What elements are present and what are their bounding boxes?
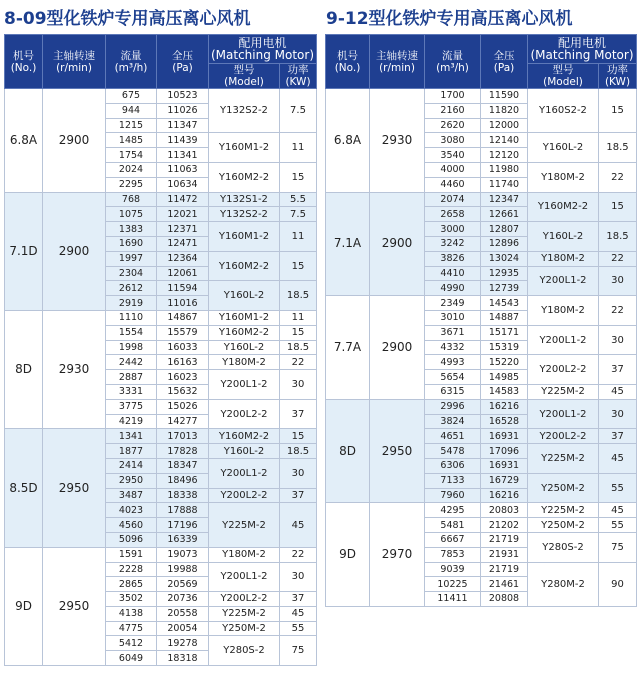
pressure-cell: 15026	[157, 399, 209, 414]
flow-cell: 2349	[425, 296, 481, 311]
pressure-cell: 21461	[481, 577, 528, 592]
motor-model-cell: Y160L-2	[528, 133, 599, 163]
motor-power-cell: 45	[599, 444, 637, 474]
motor-power-cell: 45	[599, 503, 637, 518]
pressure-cell: 20736	[157, 592, 209, 607]
pressure-cell: 20569	[157, 577, 209, 592]
flow-cell: 1998	[106, 340, 157, 355]
motor-power-cell: 45	[280, 606, 317, 621]
motor-power-cell: 15	[599, 89, 637, 133]
motor-model-cell: Y160L-2	[209, 281, 280, 311]
pressure-cell: 12000	[481, 118, 528, 133]
flow-cell: 3331	[106, 384, 157, 399]
motor-model-cell: Y250M-2	[528, 473, 599, 503]
motor-model-cell: Y160M2-2	[209, 325, 280, 340]
motor-power-cell: 15	[280, 429, 317, 444]
flow-cell: 10225	[425, 577, 481, 592]
flow-cell: 4000	[425, 162, 481, 177]
pressure-cell: 12061	[157, 266, 209, 281]
pressure-cell: 11026	[157, 103, 209, 118]
pressure-cell: 12807	[481, 222, 528, 237]
flow-cell: 4023	[106, 503, 157, 518]
flow-cell: 4219	[106, 414, 157, 429]
pressure-cell: 11820	[481, 103, 528, 118]
pressure-cell: 18318	[157, 651, 209, 666]
flow-cell: 2074	[425, 192, 481, 207]
pressure-cell: 21931	[481, 547, 528, 562]
motor-model-cell: Y225M-2	[209, 606, 280, 621]
motor-power-cell: 18.5	[280, 340, 317, 355]
motor-model-cell: Y132S2-2	[209, 207, 280, 222]
table-row	[5, 192, 317, 207]
motor-model-cell: Y200L2-2	[528, 429, 599, 444]
flow-cell: 9039	[425, 562, 481, 577]
fan-number-cell: 8D	[326, 399, 370, 503]
motor-power-cell: 5.5	[280, 192, 317, 207]
pressure-cell: 17828	[157, 444, 209, 459]
fan-number-cell: 8D	[5, 310, 43, 428]
pressure-cell: 21719	[481, 532, 528, 547]
pressure-cell: 15319	[481, 340, 528, 355]
pressure-cell: 13024	[481, 251, 528, 266]
pressure-cell: 11594	[157, 281, 209, 296]
motor-power-cell: 37	[280, 488, 317, 503]
flow-cell: 4775	[106, 621, 157, 636]
motor-power-cell: 30	[599, 325, 637, 355]
flow-cell: 2228	[106, 562, 157, 577]
flow-cell: 3242	[425, 236, 481, 251]
flow-cell: 1690	[106, 236, 157, 251]
pressure-cell: 12661	[481, 207, 528, 222]
flow-cell: 1341	[106, 429, 157, 444]
flow-cell: 4651	[425, 429, 481, 444]
motor-model-cell: Y160L-2	[528, 222, 599, 252]
pressure-cell: 14887	[481, 310, 528, 325]
motor-model-cell: Y180M-2	[528, 251, 599, 266]
pressure-cell: 11341	[157, 148, 209, 163]
pressure-cell: 12739	[481, 281, 528, 296]
flow-cell: 4560	[106, 518, 157, 533]
motor-model-cell: Y200L1-2	[209, 370, 280, 400]
pressure-cell: 11472	[157, 192, 209, 207]
motor-model-cell: Y160M2-2	[209, 429, 280, 444]
header-power: 功率 (KW)	[280, 64, 317, 89]
pressure-cell: 16023	[157, 370, 209, 385]
flow-cell: 5412	[106, 636, 157, 651]
motor-model-cell: Y160M1-2	[209, 310, 280, 325]
motor-power-cell: 75	[599, 532, 637, 562]
motor-power-cell: 45	[280, 503, 317, 547]
pressure-cell: 16528	[481, 414, 528, 429]
motor-model-cell: Y160M2-2	[209, 251, 280, 281]
pressure-cell: 10523	[157, 89, 209, 104]
motor-power-cell: 15	[280, 325, 317, 340]
flow-cell: 7133	[425, 473, 481, 488]
fan-number-cell: 8.5D	[5, 429, 43, 547]
flow-cell: 1554	[106, 325, 157, 340]
flow-cell: 4993	[425, 355, 481, 370]
pressure-cell: 12021	[157, 207, 209, 222]
flow-cell: 1383	[106, 222, 157, 237]
motor-model-cell: Y160M1-2	[209, 222, 280, 252]
pressure-cell: 20803	[481, 503, 528, 518]
motor-power-cell: 15	[280, 251, 317, 281]
fan-number-cell: 9D	[5, 547, 43, 665]
motor-power-cell: 37	[599, 355, 637, 385]
pressure-cell: 19278	[157, 636, 209, 651]
motor-model-cell: Y160M2-2	[209, 162, 280, 192]
flow-cell: 1591	[106, 547, 157, 562]
pressure-cell: 20054	[157, 621, 209, 636]
motor-model-cell: Y200L1-2	[528, 325, 599, 355]
pressure-cell: 16931	[481, 458, 528, 473]
flow-cell: 4138	[106, 606, 157, 621]
fan-number-cell: 7.7A	[326, 296, 370, 400]
motor-power-cell: 30	[599, 266, 637, 296]
table-row	[326, 503, 637, 518]
flow-cell: 6667	[425, 532, 481, 547]
pressure-cell: 16163	[157, 355, 209, 370]
flow-cell: 2295	[106, 177, 157, 192]
spindle-speed-cell: 2900	[43, 89, 106, 193]
flow-cell: 2887	[106, 370, 157, 385]
flow-cell: 3826	[425, 251, 481, 266]
pressure-cell: 17196	[157, 518, 209, 533]
flow-cell: 2996	[425, 399, 481, 414]
pressure-cell: 11439	[157, 133, 209, 148]
motor-power-cell: 22	[280, 547, 317, 562]
table-row	[5, 89, 317, 104]
motor-model-cell: Y132S1-2	[209, 192, 280, 207]
pressure-cell: 12896	[481, 236, 528, 251]
header-model: 型号 (Model)	[209, 64, 280, 89]
pressure-cell: 15632	[157, 384, 209, 399]
motor-power-cell: 30	[280, 370, 317, 400]
motor-power-cell: 30	[599, 399, 637, 429]
motor-power-cell: 37	[280, 399, 317, 429]
motor-model-cell: Y200L2-2	[209, 488, 280, 503]
table-row	[326, 296, 637, 311]
flow-cell: 944	[106, 103, 157, 118]
right-spec-table	[325, 34, 637, 607]
table-row	[326, 192, 637, 207]
motor-power-cell: 15	[599, 192, 637, 222]
pressure-cell: 11740	[481, 177, 528, 192]
motor-power-cell: 7.5	[280, 89, 317, 133]
flow-cell: 3010	[425, 310, 481, 325]
header-fan-no: 机号 (No.)	[326, 35, 370, 89]
flow-cell: 2024	[106, 162, 157, 177]
motor-power-cell: 75	[280, 636, 317, 666]
motor-model-cell: Y225M-2	[528, 444, 599, 474]
motor-power-cell: 37	[280, 592, 317, 607]
flow-cell: 4990	[425, 281, 481, 296]
motor-power-cell: 15	[280, 162, 317, 192]
flow-cell: 5654	[425, 370, 481, 385]
flow-cell: 4460	[425, 177, 481, 192]
flow-cell: 2442	[106, 355, 157, 370]
header-power: 功率 (KW)	[599, 64, 637, 89]
motor-model-cell: Y200L1-2	[209, 458, 280, 488]
motor-model-cell: Y160L-2	[209, 444, 280, 459]
flow-cell: 2304	[106, 266, 157, 281]
pressure-cell: 14543	[481, 296, 528, 311]
motor-model-cell: Y280S-2	[209, 636, 280, 666]
header-fan-no: 机号 (No.)	[5, 35, 43, 89]
flow-cell: 3671	[425, 325, 481, 340]
flow-cell: 6315	[425, 384, 481, 399]
pressure-cell: 15579	[157, 325, 209, 340]
pressure-cell: 14985	[481, 370, 528, 385]
spindle-speed-cell: 2970	[370, 503, 425, 607]
flow-cell: 4332	[425, 340, 481, 355]
pressure-cell: 16931	[481, 429, 528, 444]
header-speed: 主轴转速 (r/min)	[43, 35, 106, 89]
pressure-cell: 17096	[481, 444, 528, 459]
motor-model-cell: Y250M-2	[209, 621, 280, 636]
motor-model-cell: Y132S2-2	[209, 89, 280, 133]
left-spec-table	[4, 34, 317, 666]
motor-model-cell: Y200L2-2	[528, 355, 599, 385]
flow-cell: 1215	[106, 118, 157, 133]
flow-cell: 3000	[425, 222, 481, 237]
motor-power-cell: 55	[599, 518, 637, 533]
header-matching-motor: 配用电机 (Matching Motor)	[528, 35, 637, 64]
pressure-cell: 19073	[157, 547, 209, 562]
pressure-cell: 11016	[157, 296, 209, 311]
flow-cell: 2658	[425, 207, 481, 222]
flow-cell: 2865	[106, 577, 157, 592]
pressure-cell: 10634	[157, 177, 209, 192]
pressure-cell: 18338	[157, 488, 209, 503]
motor-model-cell: Y225M-2	[209, 503, 280, 547]
flow-cell: 3080	[425, 133, 481, 148]
flow-cell: 2160	[425, 103, 481, 118]
pressure-cell: 16033	[157, 340, 209, 355]
spindle-speed-cell: 2950	[43, 547, 106, 665]
flow-cell: 3487	[106, 488, 157, 503]
spindle-speed-cell: 2930	[43, 310, 106, 428]
motor-model-cell: Y280S-2	[528, 532, 599, 562]
header-flow: 流量 (m³/h)	[106, 35, 157, 89]
pressure-cell: 20558	[157, 606, 209, 621]
spindle-speed-cell: 2900	[370, 296, 425, 400]
motor-power-cell: 18.5	[280, 281, 317, 311]
motor-model-cell: Y160S2-2	[528, 89, 599, 133]
fan-number-cell: 7.1A	[326, 192, 370, 296]
pressure-cell: 12471	[157, 236, 209, 251]
right-table-body	[326, 89, 637, 607]
flow-cell: 1700	[425, 89, 481, 104]
motor-power-cell: 22	[599, 296, 637, 326]
motor-model-cell: Y200L1-2	[209, 562, 280, 592]
pressure-cell: 18347	[157, 458, 209, 473]
flow-cell: 1877	[106, 444, 157, 459]
flow-cell: 1997	[106, 251, 157, 266]
flow-cell: 6306	[425, 458, 481, 473]
spindle-speed-cell: 2900	[370, 192, 425, 296]
spindle-speed-cell: 2950	[370, 399, 425, 503]
motor-model-cell: Y180M-2	[528, 296, 599, 326]
flow-cell: 5478	[425, 444, 481, 459]
pressure-cell: 12364	[157, 251, 209, 266]
motor-model-cell: Y200L2-2	[209, 399, 280, 429]
header-matching-motor: 配用电机 (Matching Motor)	[209, 35, 317, 64]
motor-power-cell: 11	[280, 133, 317, 163]
pressure-cell: 17013	[157, 429, 209, 444]
pressure-cell: 11063	[157, 162, 209, 177]
motor-model-cell: Y160L-2	[209, 340, 280, 355]
pressure-cell: 11347	[157, 118, 209, 133]
motor-model-cell: Y280M-2	[528, 562, 599, 606]
motor-model-cell: Y180M-2	[528, 162, 599, 192]
motor-power-cell: 22	[599, 251, 637, 266]
flow-cell: 2620	[425, 118, 481, 133]
pressure-cell: 18496	[157, 473, 209, 488]
flow-cell: 768	[106, 192, 157, 207]
pressure-cell: 17888	[157, 503, 209, 518]
spindle-speed-cell: 2930	[370, 89, 425, 193]
pressure-cell: 21719	[481, 562, 528, 577]
pressure-cell: 20808	[481, 592, 528, 607]
motor-power-cell: 30	[280, 562, 317, 592]
table-row	[5, 310, 317, 325]
flow-cell: 4410	[425, 266, 481, 281]
motor-model-cell: Y225M-2	[528, 503, 599, 518]
flow-cell: 5481	[425, 518, 481, 533]
fan-number-cell: 7.1D	[5, 192, 43, 310]
motor-power-cell: 18.5	[599, 133, 637, 163]
motor-model-cell: Y225M-2	[528, 384, 599, 399]
motor-model-cell: Y160M1-2	[209, 133, 280, 163]
motor-model-cell: Y160M2-2	[528, 192, 599, 222]
pressure-cell: 15171	[481, 325, 528, 340]
flow-cell: 3824	[425, 414, 481, 429]
left-table-title: 8-09型化铁炉专用高压离心风机	[4, 9, 251, 29]
flow-cell: 3775	[106, 399, 157, 414]
header-pressure: 全压 (Pa)	[481, 35, 528, 89]
pressure-cell: 16339	[157, 532, 209, 547]
motor-power-cell: 55	[280, 621, 317, 636]
fan-number-cell: 6.8A	[326, 89, 370, 193]
header-flow: 流量 (m³/h)	[425, 35, 481, 89]
pressure-cell: 14583	[481, 384, 528, 399]
header-pressure: 全压 (Pa)	[157, 35, 209, 89]
flow-cell: 1075	[106, 207, 157, 222]
pressure-cell: 19988	[157, 562, 209, 577]
flow-cell: 3502	[106, 592, 157, 607]
motor-power-cell: 11	[280, 222, 317, 252]
pressure-cell: 12120	[481, 148, 528, 163]
flow-cell: 4295	[425, 503, 481, 518]
motor-power-cell: 45	[599, 384, 637, 399]
flow-cell: 2919	[106, 296, 157, 311]
motor-power-cell: 11	[280, 310, 317, 325]
flow-cell: 2950	[106, 473, 157, 488]
left-table-body	[5, 89, 317, 666]
flow-cell: 7853	[425, 547, 481, 562]
pressure-cell: 16216	[481, 488, 528, 503]
flow-cell: 675	[106, 89, 157, 104]
pressure-cell: 14867	[157, 310, 209, 325]
pressure-cell: 11590	[481, 89, 528, 104]
pressure-cell: 15220	[481, 355, 528, 370]
pressure-cell: 16216	[481, 399, 528, 414]
flow-cell: 1754	[106, 148, 157, 163]
motor-model-cell: Y250M-2	[528, 518, 599, 533]
flow-cell: 2612	[106, 281, 157, 296]
flow-cell: 1110	[106, 310, 157, 325]
pressure-cell: 11980	[481, 162, 528, 177]
table-row	[326, 399, 637, 414]
pressure-cell: 12371	[157, 222, 209, 237]
flow-cell: 6049	[106, 651, 157, 666]
pressure-cell: 12935	[481, 266, 528, 281]
pressure-cell: 16729	[481, 473, 528, 488]
pressure-cell: 12140	[481, 133, 528, 148]
motor-model-cell: Y200L1-2	[528, 399, 599, 429]
motor-power-cell: 90	[599, 562, 637, 606]
motor-model-cell: Y180M-2	[209, 547, 280, 562]
pressure-cell: 14277	[157, 414, 209, 429]
flow-cell: 11411	[425, 592, 481, 607]
motor-power-cell: 18.5	[280, 444, 317, 459]
header-model: 型号 (Model)	[528, 64, 599, 89]
motor-power-cell: 37	[599, 429, 637, 444]
motor-power-cell: 7.5	[280, 207, 317, 222]
motor-power-cell: 30	[280, 458, 317, 488]
motor-model-cell: Y200L2-2	[209, 592, 280, 607]
flow-cell: 5096	[106, 532, 157, 547]
motor-model-cell: Y200L1-2	[528, 266, 599, 296]
motor-power-cell: 22	[280, 355, 317, 370]
spindle-speed-cell: 2950	[43, 429, 106, 547]
table-row	[5, 429, 317, 444]
motor-power-cell: 22	[599, 162, 637, 192]
motor-model-cell: Y180M-2	[209, 355, 280, 370]
flow-cell: 7960	[425, 488, 481, 503]
motor-power-cell: 18.5	[599, 222, 637, 252]
flow-cell: 1485	[106, 133, 157, 148]
fan-number-cell: 6.8A	[5, 89, 43, 193]
fan-number-cell: 9D	[326, 503, 370, 607]
right-table-title: 9-12型化铁炉专用高压离心风机	[326, 9, 573, 29]
table-row	[326, 89, 637, 104]
motor-power-cell: 55	[599, 473, 637, 503]
spindle-speed-cell: 2900	[43, 192, 106, 310]
pressure-cell: 12347	[481, 192, 528, 207]
flow-cell: 2414	[106, 458, 157, 473]
table-row	[5, 547, 317, 562]
header-speed: 主轴转速 (r/min)	[370, 35, 425, 89]
flow-cell: 3540	[425, 148, 481, 163]
pressure-cell: 21202	[481, 518, 528, 533]
